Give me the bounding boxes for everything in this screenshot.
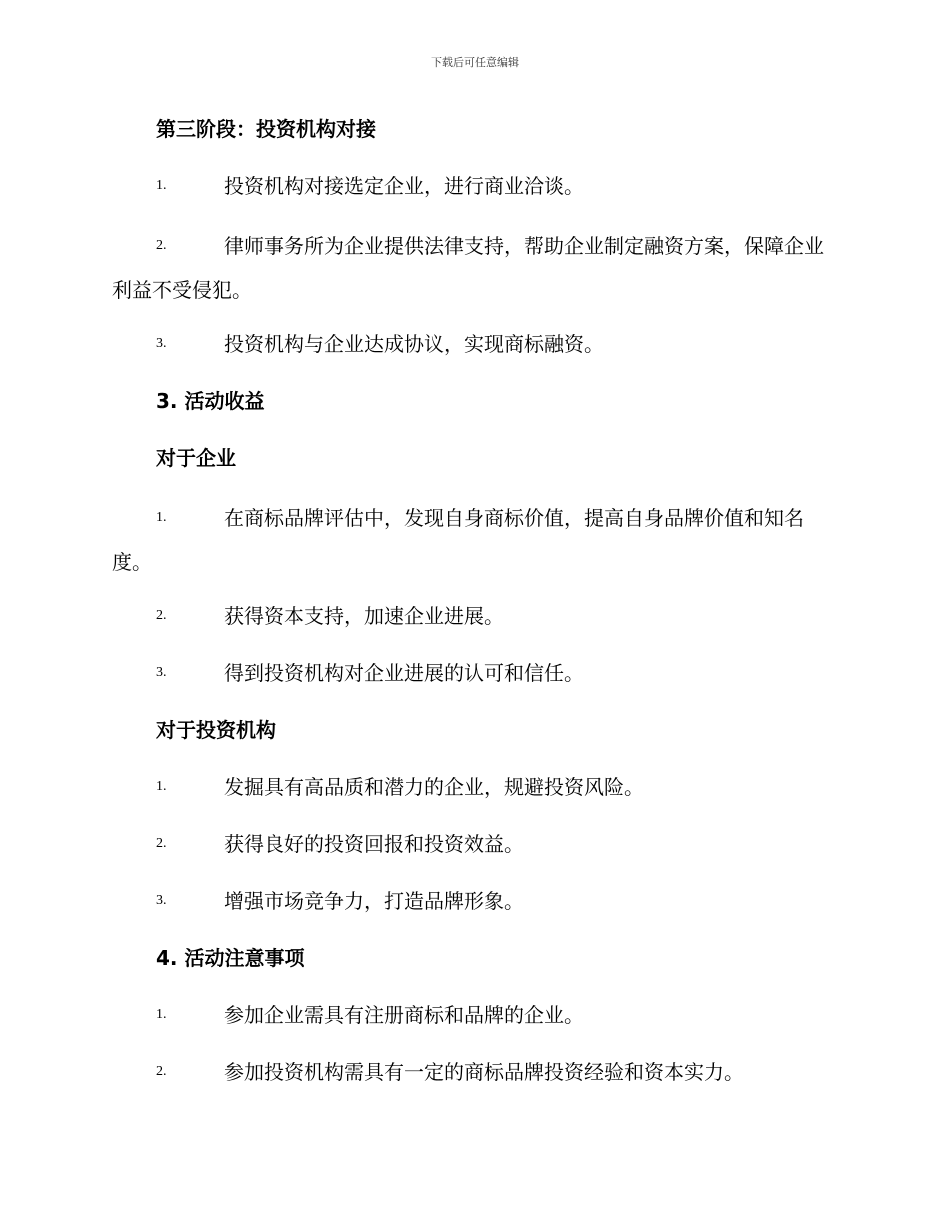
list-number: 3. (156, 893, 167, 908)
list-item (112, 325, 836, 363)
section-heading: 3. 活动收益 (156, 389, 265, 413)
list-number: 1. (156, 779, 167, 794)
list-item-text: 律师事务所为企业提供法律支持，帮助企业制定融资方案，保障企业利益不受侵犯。 (112, 234, 824, 302)
list-number: 2. (156, 836, 167, 851)
list-item (112, 224, 836, 312)
list-number: 1. (156, 1007, 167, 1022)
list-item-text: 发掘具有高品质和潜力的企业，规避投资风险。 (224, 775, 644, 799)
list-number: 3. (156, 665, 167, 680)
list-item-text: 获得良好的投资回报和投资效益。 (224, 832, 524, 856)
subsection-heading: 对于投资机构 (156, 718, 276, 742)
list-item-text: 投资机构对接选定企业，进行商业洽谈。 (224, 174, 584, 198)
list-item-text: 在商标品牌评估中，发现自身商标价值，提高自身品牌价值和知名度。 (112, 506, 804, 574)
list-number: 2. (156, 238, 167, 253)
list-number: 1. (156, 510, 167, 525)
list-item (112, 167, 836, 205)
list-number: 1. (156, 178, 167, 193)
list-number: 3. (156, 336, 167, 351)
list-item-text: 获得资本支持，加速企业进展。 (224, 604, 504, 628)
section-heading: 4. 活动注意事项 (156, 946, 305, 970)
list-item-text: 参加企业需具有注册商标和品牌的企业。 (224, 1003, 584, 1027)
list-number: 2. (156, 608, 167, 623)
document-body (112, 110, 836, 1110)
list-item (112, 996, 836, 1034)
list-item (112, 882, 836, 920)
list-item (112, 825, 836, 863)
list-item-text: 得到投资机构对企业进展的认可和信任。 (224, 661, 584, 685)
list-item-text: 增强市场竞争力，打造品牌形象。 (224, 889, 524, 913)
list-item (112, 654, 836, 692)
list-item-text: 参加投资机构需具有一定的商标品牌投资经验和资本实力。 (224, 1060, 744, 1084)
list-item-text: 投资机构与企业达成协议，实现商标融资。 (224, 332, 604, 356)
list-number: 2. (156, 1064, 167, 1079)
list-item (112, 768, 836, 806)
list-item (112, 597, 836, 635)
subsection-heading: 对于企业 (156, 446, 236, 470)
section-heading: 第三阶段：投资机构对接 (156, 117, 376, 141)
page-header: 下载后可任意编辑 (431, 56, 519, 69)
list-item (112, 496, 836, 584)
list-item (112, 1053, 836, 1091)
